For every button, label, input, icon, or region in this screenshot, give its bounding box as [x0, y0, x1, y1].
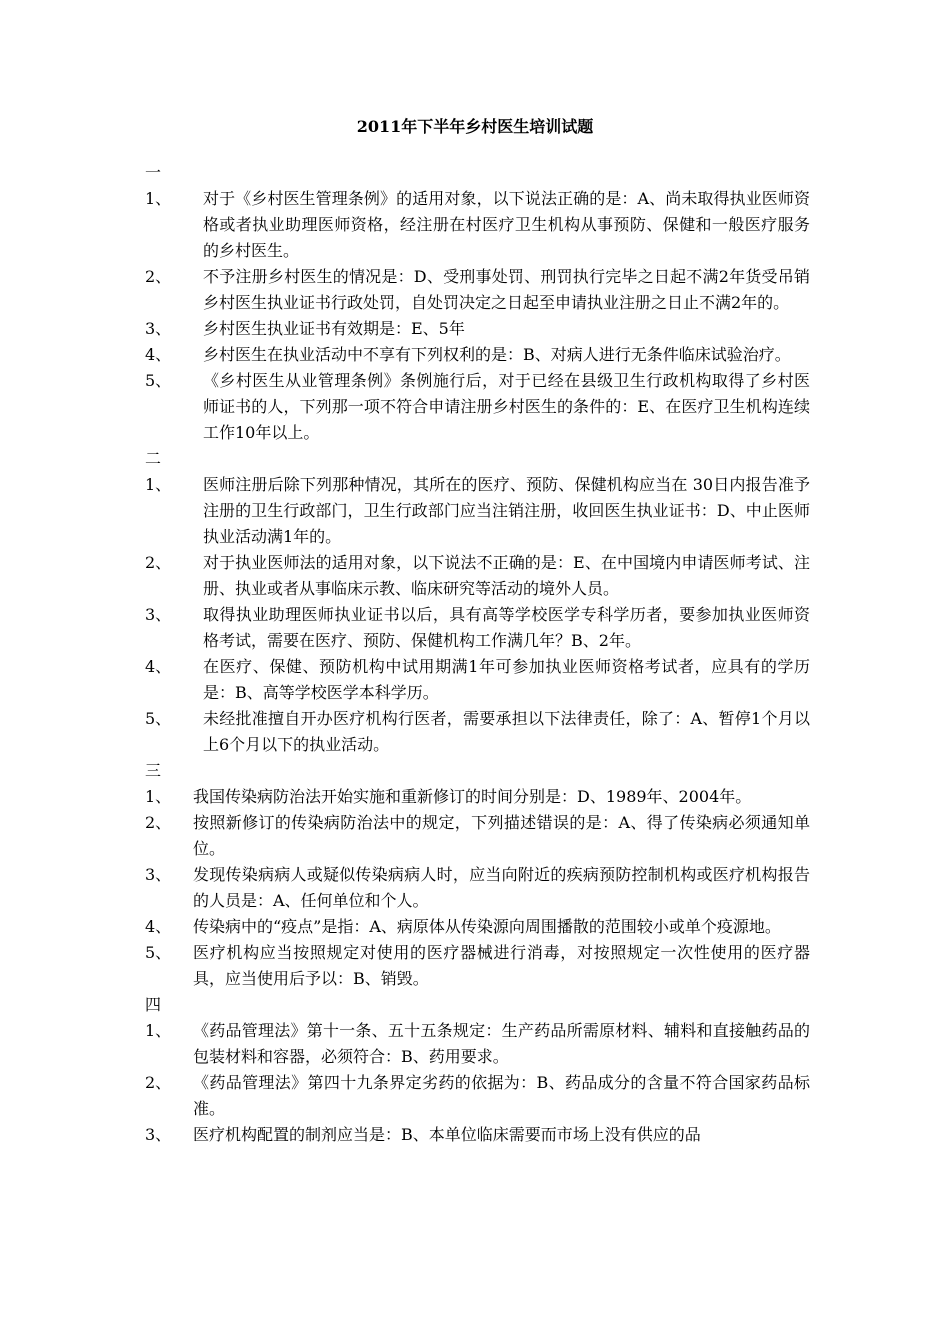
item-text: 对于《乡村医生管理条例》的适用对象，以下说法正确的是：A、尚未取得执业医师资格或者执业助理医师资格，经注册在村医疗卫生机构从事预防、保健和一般医疗服务的乡村医生。 — [203, 189, 810, 260]
item-number: 3、 — [145, 865, 172, 884]
question-item — [145, 316, 810, 342]
document-body — [145, 160, 810, 1148]
question-item — [145, 1122, 810, 1148]
section-number: 三 — [145, 761, 162, 780]
item-number: 2、 — [145, 1073, 172, 1092]
question-item — [145, 550, 810, 602]
item-number: 1、 — [145, 189, 172, 208]
question-item — [145, 368, 810, 446]
item-text: 医疗机构配置的制剂应当是：B、本单位临床需要而市场上没有供应的品 — [193, 1125, 701, 1144]
question-item — [145, 342, 810, 368]
item-text: 乡村医生执业证书有效期是：E、5年 — [203, 319, 465, 338]
question-item — [145, 1070, 810, 1122]
item-text: 未经批准擅自开办医疗机构行医者，需要承担以下法律责任，除了：A、暂停1个月以上6个月以下的执业活动。 — [203, 709, 810, 754]
item-number: 3、 — [145, 1125, 172, 1144]
item-number: 4、 — [145, 657, 172, 676]
item-number: 2、 — [145, 813, 172, 832]
item-text: 按照新修订的传染病防治法中的规定，下列描述错误的是：A、得了传染病必须通知单位。 — [193, 813, 810, 858]
section-4 — [145, 992, 810, 1148]
item-text: 《药品管理法》第四十九条界定劣药的依据为：B、药品成分的含量不符合国家药品标准。 — [193, 1073, 810, 1118]
item-text: 在医疗、保健、预防机构中试用期满1年可参加执业医师资格考试者，应具有的学历是：B、高等学校医学本科学历。 — [203, 657, 810, 702]
question-item — [145, 914, 810, 940]
item-text: 《药品管理法》第十一条、五十五条规定：生产药品所需原材料、辅料和直接触药品的包装材料和容器，必须符合：B、药用要求。 — [193, 1021, 810, 1066]
item-text: 传染病中的“疫点”是指：A、病原体从传染源向周围播散的范围较小或单个疫源地。 — [193, 917, 781, 936]
section-number: 四 — [145, 995, 162, 1014]
page-title: 2011年下半年乡村医生培训试题 — [356, 117, 594, 136]
question-item — [145, 602, 810, 654]
question-item — [145, 186, 810, 264]
item-number: 5、 — [145, 371, 172, 390]
question-item — [145, 706, 810, 758]
item-text: 取得执业助理医师执业证书以后，具有高等学校医学专科学历者，要参加执业医师资格考试，需要在医疗、预防、保健机构工作满几年？B、2年。 — [203, 605, 810, 650]
item-number: 1、 — [145, 787, 172, 806]
question-item — [145, 1018, 810, 1070]
question-item — [145, 862, 810, 914]
item-number: 5、 — [145, 943, 172, 962]
item-number: 2、 — [145, 267, 172, 286]
item-number: 4、 — [145, 345, 172, 364]
item-number: 1、 — [145, 1021, 172, 1040]
item-number: 4、 — [145, 917, 172, 936]
section-1 — [145, 160, 810, 446]
item-text: 不予注册乡村医生的情况是：D、受刑事处罚、刑罚执行完毕之日起不满2年货受吊销乡村医生执业证书行政处罚，自处罚决定之日起至申请执业注册之日止不满2年的。 — [203, 267, 810, 312]
section-number: 一 — [145, 163, 162, 182]
question-item — [145, 810, 810, 862]
item-text: 我国传染病防治法开始实施和重新修订的时间分别是：D、1989年、2004年。 — [193, 787, 752, 806]
item-number: 2、 — [145, 553, 172, 572]
item-number: 3、 — [145, 605, 172, 624]
question-item — [145, 264, 810, 316]
section-number: 二 — [145, 449, 162, 468]
section-2 — [145, 446, 810, 758]
item-text: 医师注册后除下列那种情况，其所在的医疗、预防、保健机构应当在 30日内报告准予注册的卫生行政部门，卫生行政部门应当注销注册，收回医生执业证书：D、中止医师执业活动满1年的。 — [203, 475, 810, 546]
item-number: 5、 — [145, 709, 172, 728]
item-number: 3、 — [145, 319, 172, 338]
item-text: 乡村医生在执业活动中不享有下列权利的是：B、对病人进行无条件临床试验治疗。 — [203, 345, 791, 364]
section-3 — [145, 758, 810, 992]
question-item — [145, 472, 810, 550]
question-item — [145, 940, 810, 992]
question-item — [145, 784, 810, 810]
question-item — [145, 654, 810, 706]
item-number: 1、 — [145, 475, 172, 494]
item-text: 对于执业医师法的适用对象，以下说法不正确的是：E、在中国境内申请医师考试、注册、执业或者从事临床示教、临床研究等活动的境外人员。 — [203, 553, 810, 598]
item-text: 医疗机构应当按照规定对使用的医疗器械进行消毒，对按照规定一次性使用的医疗器具，应当使用后予以：B、销毁。 — [193, 943, 810, 988]
item-text: 《乡村医生从业管理条例》条例施行后，对于已经在县级卫生行政机构取得了乡村医师证书的人，下列那一项不符合申请注册乡村医生的条件的：E、在医疗卫生机构连续工作10年以上。 — [203, 371, 810, 442]
item-text: 发现传染病病人或疑似传染病病人时，应当向附近的疾病预防控制机构或医疗机构报告的人员是：A、任何单位和个人。 — [193, 865, 810, 910]
